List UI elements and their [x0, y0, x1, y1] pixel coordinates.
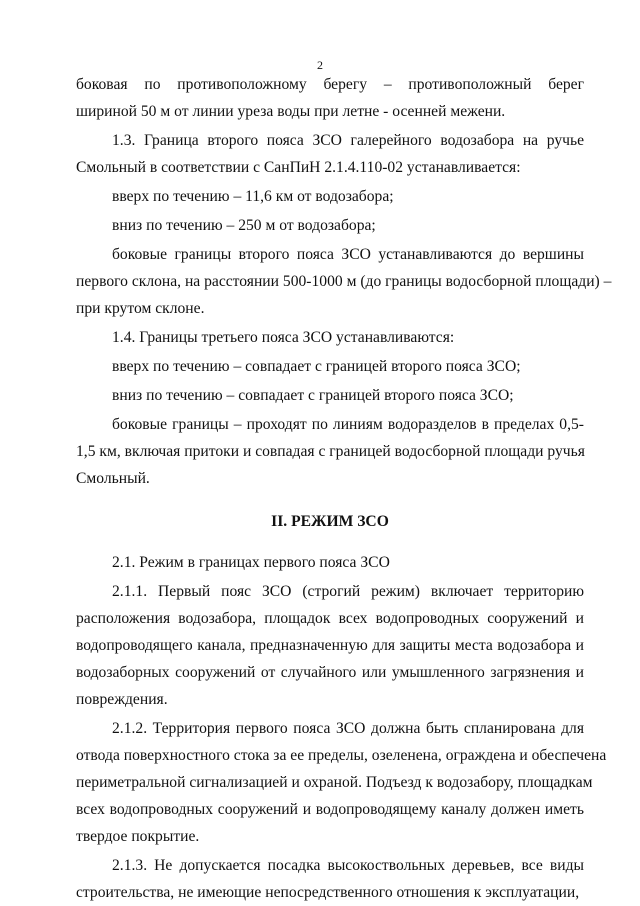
- text-line: вверх по течению – совпадает с границей второго пояса ЗСО;: [112, 358, 521, 375]
- paragraph: [76, 549, 584, 576]
- text-line: вниз по течению – 250 м от водозабора;: [112, 217, 376, 234]
- paragraph: [76, 852, 584, 906]
- text-line: периметральной сигнализацией и охраной. Подъезд к водозабору, площадкам: [76, 774, 593, 791]
- paragraph: [76, 411, 584, 492]
- section-heading: II. РЕЖИМ ЗСО: [271, 513, 389, 530]
- paragraph: [76, 127, 584, 181]
- text-line: первого склона, на расстоянии 500-1000 м (до границы водосборной площади) –: [76, 273, 612, 290]
- document-body: [76, 71, 612, 906]
- text-line: всех водопроводных сооружений и водопроводящему каналу должен иметь: [76, 801, 584, 818]
- text-line: Смольный в соответствии с СанПиН 2.1.4.110-02 устанавливается:: [76, 159, 521, 176]
- text-line: при крутом склоне.: [76, 300, 205, 317]
- text-line: расположения водозабора, площадок всех водопроводных сооружений и: [76, 610, 584, 627]
- text-line: водопроводящего канала, предназначенную для защиты места водозабора и: [76, 637, 584, 654]
- text-line: боковая по противоположному берегу – противоположный берег: [76, 76, 584, 93]
- paragraph: [76, 183, 584, 210]
- text-line: шириной 50 м от линии уреза воды при летне - осенней межени.: [76, 103, 506, 120]
- text-line: боковые границы второго пояса ЗСО устанавливаются до вершины: [112, 246, 584, 263]
- paragraph: [76, 241, 612, 322]
- text-line: вверх по течению – 11,6 км от водозабора;: [112, 188, 394, 205]
- text-line: 1.3. Граница второго пояса ЗСО галерейного водозабора на ручье: [112, 132, 584, 149]
- text-line: боковые границы – проходят по линиям водоразделов в пределах 0,5-: [112, 416, 584, 433]
- paragraph: [76, 324, 584, 351]
- text-line: вниз по течению – совпадает с границей второго пояса ЗСО;: [112, 387, 514, 404]
- text-line: строительства, не имеющие непосредственного отношения к эксплуатации,: [76, 884, 580, 901]
- paragraph: [76, 578, 584, 713]
- text-line: 2.1.2. Территория первого пояса ЗСО должна быть спланирована для: [112, 720, 584, 737]
- text-line: отвода поверхностного стока за ее пределы, озеленена, ограждена и обеспечена: [76, 747, 607, 764]
- text-line: водозаборных сооружений от случайного или умышленного загрязнения и: [76, 664, 584, 681]
- text-line: 1.4. Границы третьего пояса ЗСО устанавливаются:: [112, 329, 455, 346]
- paragraph: [76, 353, 584, 380]
- paragraph: [76, 212, 584, 239]
- section-2-text: [76, 549, 607, 906]
- text-line: 2.1.3. Не допускается посадка высокоствольных деревьев, все виды: [112, 857, 584, 874]
- paragraph: [76, 715, 607, 850]
- text-line: 1,5 км, включая притоки и совпадая с границей водосборной площади ручья: [76, 443, 585, 460]
- paragraph: [76, 71, 584, 125]
- text-line: 2.1. Режим в границах первого пояса ЗСО: [112, 554, 390, 571]
- page-number: 2: [317, 58, 323, 72]
- section-1-text: [76, 71, 612, 492]
- text-line: повреждения.: [76, 691, 168, 708]
- text-line: 2.1.1. Первый пояс ЗСО (строгий режим) включает территорию: [112, 583, 584, 600]
- text-line: твердое покрытие.: [76, 828, 200, 845]
- paragraph: [76, 382, 584, 409]
- text-line: Смольный.: [76, 470, 150, 487]
